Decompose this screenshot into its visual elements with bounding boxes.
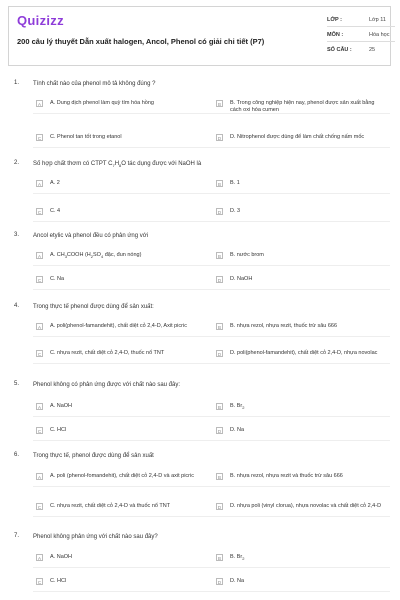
option-text: B. Trong công nghiệp hiện nay, phenol được sản xuất bằng cách oxi hóa cumen	[230, 100, 375, 113]
question-text: Số hợp chất thơm có CTPT $C_7H_8O$ tác dụng được với NaOH là	[33, 161, 202, 169]
row-divider	[33, 147, 390, 148]
question-number: 3.	[14, 232, 20, 238]
question-text: Trong thực tế phenol được dùng để sản xuất:	[33, 304, 154, 310]
option-letter-box[interactable]: D	[217, 505, 222, 510]
option-text: D. nhựa poli (vinyl clorua), nhựa novolac và chất diệt cỏ 2,4-D	[230, 503, 382, 509]
option-letter-box[interactable]: D	[217, 136, 222, 141]
option-text: D. NaOH	[230, 276, 253, 282]
option-text: D. Na	[230, 578, 245, 584]
row-divider	[33, 193, 390, 194]
option-letter-box[interactable]: A	[37, 325, 41, 330]
option-letter-box[interactable]: A	[37, 556, 41, 561]
row-divider	[33, 516, 390, 517]
option-text: C. nhựa rezit, chất diệt cỏ 2,4-D và thuốc nổ TNT	[50, 503, 171, 509]
option-text: D. 3	[230, 208, 241, 214]
row-divider	[33, 363, 390, 364]
option-text: B. 1	[230, 180, 240, 186]
option-text: C. 4	[50, 208, 61, 214]
row-divider	[33, 416, 390, 417]
option-text: B. nhựa rezol, nhựa rezit, thuốc trừ sâu 666	[230, 323, 338, 329]
option-text: A. poli (phenol-fomandehit), chất diệt cỏ 2,4-D và axit picric	[50, 473, 194, 479]
quizizz-logo: Quizizz	[17, 13, 64, 28]
question-number: 1.	[14, 80, 20, 86]
option-letter-box[interactable]: C	[37, 429, 42, 434]
option-letter-box[interactable]: B	[217, 102, 221, 107]
option-text: B. $Br_2$	[230, 554, 245, 562]
row-divider	[33, 336, 390, 337]
option-letter-box[interactable]: B	[217, 182, 221, 187]
option-text: A. 2	[50, 180, 60, 186]
option-text: B. $Br_2$	[230, 403, 245, 411]
option-text: C. Phenol tan tốt trong etanol	[50, 134, 122, 140]
option-text: C. Na	[50, 276, 65, 282]
question-number: 5.	[14, 381, 20, 387]
row-divider	[33, 265, 390, 266]
option-letter-box[interactable]: B	[217, 254, 221, 259]
meta-label: MÔN :	[327, 32, 344, 38]
option-text: B. nhựa rezol, nhựa rezit và thuốc trừ sâu 666	[230, 473, 343, 479]
option-letter-box[interactable]: C	[37, 505, 42, 510]
option-letter-box[interactable]: A	[37, 102, 41, 107]
question-text: Ancol etylic và phenol đều có phản ứng với	[33, 233, 149, 239]
meta-value: 25	[369, 47, 376, 53]
worksheet-title: 200 câu lý thuyết Dẫn xuất halogen, Ancol, Phenol có giải chi tiết (P7)	[17, 37, 265, 46]
option-letter-box[interactable]: B	[217, 556, 221, 561]
option-letter-box[interactable]: C	[37, 580, 42, 585]
option-text: B. nước brom	[230, 252, 264, 258]
row-divider	[33, 113, 390, 114]
row-divider	[33, 567, 390, 568]
option-text: D. Na	[230, 427, 245, 433]
question-text: Trong thực tế, phenol được dùng để sản xuất	[33, 453, 154, 459]
option-letter-box[interactable]: B	[217, 475, 221, 480]
option-text: A. $CH_3COOH$ ($H_2SO_4$ đặc, đun nóng)	[50, 252, 142, 260]
question-text: Phenol không phản ứng với chất nào sau đây?	[33, 534, 158, 540]
meta-value: Lớp 11	[369, 17, 386, 23]
meta-value: Hóa học	[369, 32, 390, 38]
option-letter-box[interactable]: B	[217, 405, 221, 410]
row-divider	[33, 440, 390, 441]
option-letter-box[interactable]: C	[37, 278, 42, 283]
question-text: Tính chất nào của phenol mô tả không đúng ?	[33, 81, 156, 87]
option-letter-box[interactable]: C	[37, 210, 42, 215]
row-divider	[33, 591, 390, 592]
row-divider	[33, 221, 390, 222]
option-text: C. HCl	[50, 427, 67, 433]
option-text: D. poli(phenol-famandehit), chất diệt cỏ 2,4-D, nhựa novolac	[230, 350, 378, 356]
option-letter-box[interactable]: B	[217, 325, 221, 330]
option-letter-box[interactable]: A	[37, 405, 41, 410]
question-text: Phenol không có phản ứng được với chất nào sau đây:	[33, 382, 180, 388]
option-text: A. Dung dịch phenol làm quỳ tím hóa hồng	[50, 100, 154, 106]
option-letter-box[interactable]: A	[37, 475, 41, 480]
option-letter-box[interactable]: D	[217, 210, 222, 215]
option-letter-box[interactable]: D	[217, 352, 222, 357]
option-text: A. NaOH	[50, 403, 73, 409]
option-text: C. nhựa rezit, chất diệt cỏ 2,4-D, thuốc nổ TNT	[50, 350, 165, 356]
meta-label: SỐ CÂU :	[327, 47, 352, 53]
question-number: 7.	[14, 533, 20, 539]
option-letter-box[interactable]: D	[217, 580, 222, 585]
meta-label: LỚP :	[327, 17, 342, 23]
question-number: 2.	[14, 160, 20, 166]
option-letter-box[interactable]: A	[37, 254, 41, 259]
option-text: D. Nitrophenol được dùng để làm chất chống nấm mốc	[230, 134, 365, 140]
option-text: C. HCl	[50, 578, 67, 584]
option-letter-box[interactable]: C	[37, 136, 42, 141]
row-divider	[33, 486, 390, 487]
option-letter-box[interactable]: A	[37, 182, 41, 187]
question-number: 6.	[14, 452, 20, 458]
option-text: A. NaOH	[50, 554, 73, 560]
option-text: A. poli(phenol-famandehit), chất diệt cỏ 2,4-D, Axit picric	[50, 323, 187, 329]
question-number: 4.	[14, 303, 20, 309]
row-divider	[33, 289, 390, 290]
option-letter-box[interactable]: C	[37, 352, 42, 357]
option-letter-box[interactable]: D	[217, 278, 222, 283]
option-letter-box[interactable]: D	[217, 429, 222, 434]
